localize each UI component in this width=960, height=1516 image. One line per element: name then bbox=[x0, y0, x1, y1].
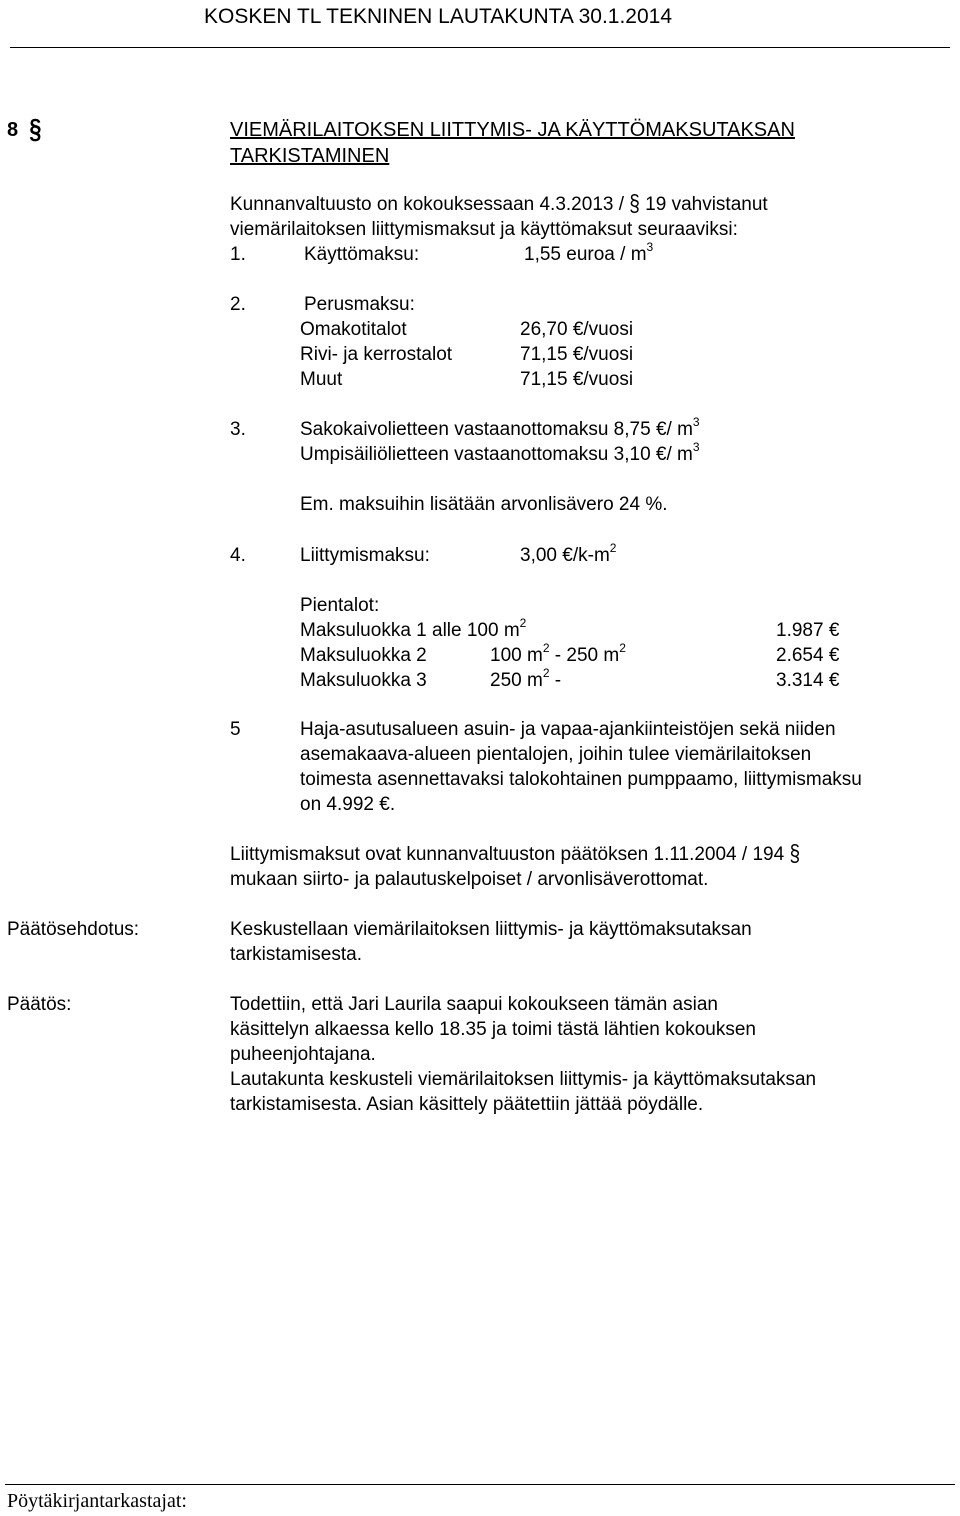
euro-icon: € bbox=[655, 444, 667, 465]
paatosehdotus-line: tarkistamisesta. bbox=[230, 944, 362, 965]
intro-line2: viemärilaitoksen liittymismaksut ja käyttömaksut seuraaviksi: bbox=[230, 219, 738, 240]
section-number: 8 § bbox=[7, 112, 42, 144]
paatos-line: Todettiin, että Jari Laurila saapui kokoukseen tämän asian bbox=[230, 994, 718, 1015]
footer-rule bbox=[5, 1484, 955, 1485]
vat-note: Em. maksuihin lisätään arvonlisävero 24 %. bbox=[300, 494, 668, 515]
palautus-line1: Liittymismaksut ovat kunnanvaltuuston päätöksen 1.11.2004 / 194 § bbox=[230, 841, 801, 868]
paatos-label: Päätös: bbox=[7, 994, 72, 1015]
maksuluokka-range: 250 $m^2$ - bbox=[490, 665, 562, 691]
perusmaksu-row-value: 71,15 €/vuosi bbox=[520, 344, 634, 365]
paatos-line: tarkistamisesta. Asian käsittely päätettiin jättää pöydälle. bbox=[230, 1094, 704, 1115]
item-1-label: Käyttömaksu: bbox=[304, 244, 420, 265]
section-title-line1: VIEMÄRILAITOKSEN LIITTYMIS- JA KÄYTTÖMAKSUTAKSAN bbox=[230, 119, 795, 141]
euro-icon: € bbox=[562, 545, 573, 566]
paatosehdotus-label: Päätösehdotus: bbox=[7, 919, 140, 940]
euro-icon: € bbox=[572, 369, 584, 390]
euro-icon: € bbox=[828, 670, 840, 691]
item-1-value: 1,55 euroa / $m^3$ bbox=[524, 239, 654, 265]
maksuluokka-amount: 2.654 € bbox=[776, 645, 840, 666]
haja-line: toimesta asennettavaksi talokohtainen pumppaamo, liittymismaksu bbox=[300, 769, 862, 790]
perusmaksu-row-value: 26,70 €/vuosi bbox=[520, 319, 634, 340]
paatos-line: puheenjohtajana. bbox=[230, 1044, 376, 1065]
umpisailio-line: Umpisäiliölietteen vastaanottomaksu 3,10 €/ $m^3$ bbox=[300, 439, 700, 465]
euro-icon: € bbox=[828, 645, 840, 666]
item-3-number: 3. bbox=[230, 419, 246, 440]
document-header: KOSKEN TL TEKNINEN LAUTAKUNTA 30.1.2014 bbox=[204, 5, 673, 28]
haja-line: Haja-asutusalueen asuin- ja vapaa-ajankiinteistöjen sekä niiden bbox=[300, 719, 836, 740]
item-1-number: 1. bbox=[230, 244, 246, 265]
haja-line-last: on 4.992 €. bbox=[300, 794, 396, 815]
header-rule bbox=[10, 47, 950, 48]
section-title-line2: TARKISTAMINEN bbox=[230, 145, 390, 167]
item-2-number: 2. bbox=[230, 294, 246, 315]
maksuluokka-amount: 3.314 € bbox=[776, 670, 840, 691]
perusmaksu-row-name: Muut bbox=[300, 369, 343, 390]
paatos-line: käsittelyn alkaessa kello 18.35 ja toimi tästä lähtien kokouksen bbox=[230, 1019, 756, 1040]
palautus-line2: mukaan siirto- ja palautuskelpoiset / arvonlisäverottomat. bbox=[230, 869, 709, 890]
euro-icon: € bbox=[572, 319, 584, 340]
pientalot-subhead: Pientalot: bbox=[300, 595, 380, 616]
section-symbol: § bbox=[29, 112, 42, 144]
maksuluokka-name: Maksuluokka 3 bbox=[300, 670, 427, 691]
item-4-label: Liittymismaksu: bbox=[300, 545, 430, 566]
intro-line1: Kunnanvaltuusto on kokouksessaan 4.3.2013 / § 19 vahvistanut bbox=[230, 191, 768, 218]
item-2-label: Perusmaksu: bbox=[304, 294, 415, 315]
euro-icon: € bbox=[572, 344, 584, 365]
maksuluokka-amount: 1.987 € bbox=[776, 620, 840, 641]
maksuluokka-name: Maksuluokka 2 bbox=[300, 645, 427, 666]
footer-label: Pöytäkirjantarkastajat: bbox=[7, 1490, 187, 1512]
paatos-line: Lautakunta keskusteli viemärilaitoksen liittymis- ja käyttömaksutaksan bbox=[230, 1069, 817, 1090]
item-4-value: 3,00 $€/k-m^2$ bbox=[520, 540, 617, 566]
paatosehdotus-line: Keskustellaan viemärilaitoksen liittymis- ja käyttömaksutaksan bbox=[230, 919, 752, 940]
euro-icon: € bbox=[655, 419, 667, 440]
euro-icon: € bbox=[379, 794, 390, 815]
perusmaksu-row-name: Omakotitalot bbox=[300, 319, 407, 340]
euro-icon: € bbox=[828, 620, 840, 641]
maksuluokka-name: Maksuluokka 1 alle 100 $m^2$ bbox=[300, 615, 527, 641]
haja-line: asemakaava-alueen pientalojen, joihin tulee viemärilaitoksen bbox=[300, 744, 812, 765]
item-4-number: 4. bbox=[230, 545, 246, 566]
perusmaksu-row-value: 71,15 €/vuosi bbox=[520, 369, 634, 390]
item-5-number: 5 bbox=[230, 719, 241, 740]
paragraph-symbol: § bbox=[629, 191, 640, 218]
maksuluokka-range: 100 $m^2 - 250$ $m^2$ bbox=[490, 640, 626, 666]
paragraph-symbol: § bbox=[789, 841, 801, 868]
sakokaivo-line: Sakokaivolietteen vastaanottomaksu 8,75 €/ $m^3$ bbox=[300, 414, 700, 440]
perusmaksu-row-name: Rivi- ja kerrostalot bbox=[300, 344, 453, 365]
